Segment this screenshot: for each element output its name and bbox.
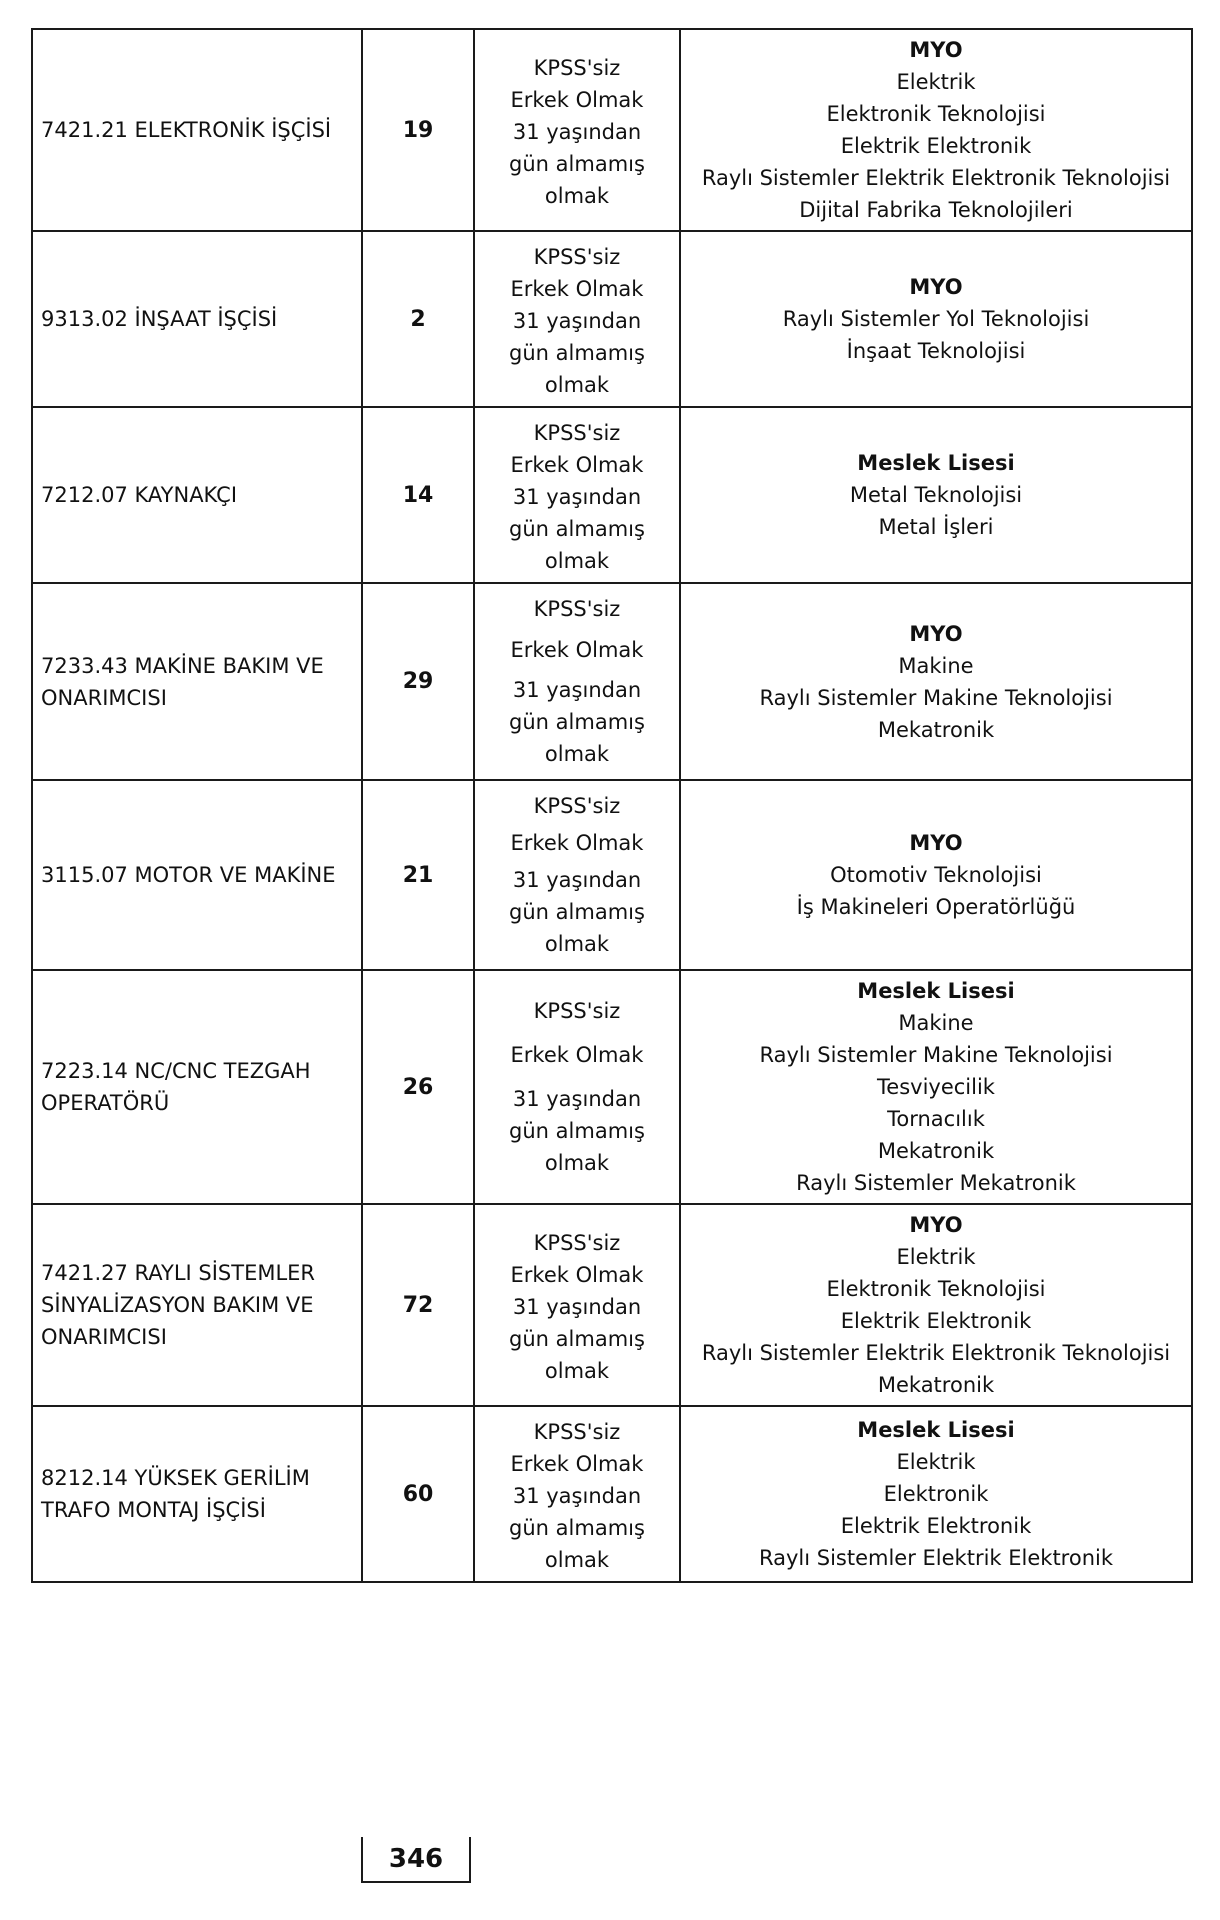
job-title: 7233.43 MAKİNE BAKIM VE ONARIMCISI (32, 583, 362, 780)
job-count: 72 (362, 1204, 474, 1406)
job-table-body (32, 29, 1192, 1582)
job-title: 7421.27 RAYLI SİSTEMLER SİNYALİZASYON BAKIM VE ONARIMCISI (32, 1204, 362, 1406)
job-education (680, 583, 1192, 780)
education-level: Meslek Lisesi (857, 979, 1015, 1003)
requirement-gender: Erkek Olmak (510, 277, 644, 301)
education-program: Raylı Sistemler Yol Teknolojisi (782, 307, 1090, 331)
education-level: Meslek Lisesi (857, 1418, 1015, 1442)
education-level: MYO (909, 275, 963, 299)
requirement-gender: Erkek Olmak (510, 453, 644, 477)
requirement-age: 31 yaşından gün almamış olmak (509, 1295, 645, 1383)
education-program: Elektrik (896, 1245, 976, 1269)
requirement-age: 31 yaşından gün almamış olmak (509, 485, 645, 573)
education-programs (687, 1446, 1185, 1574)
education-program: Raylı Sistemler Makine Teknolojisi (759, 1043, 1113, 1067)
requirement-gender: Erkek Olmak (510, 1043, 644, 1067)
table-row (32, 231, 1192, 407)
education-program: Raylı Sistemler Elektrik Elektronik Teknolojisi (701, 1341, 1171, 1365)
requirement-age: 31 yaşından gün almamış olmak (509, 678, 645, 766)
job-count: 60 (362, 1406, 474, 1582)
requirement-age: 31 yaşından gün almamış olmak (509, 120, 645, 208)
job-requirements (474, 1406, 680, 1582)
table-row (32, 583, 1192, 780)
requirement-kpss: KPSS'siz (533, 421, 621, 445)
table-row (32, 407, 1192, 583)
requirement-kpss: KPSS'siz (533, 245, 621, 269)
education-programs (687, 303, 1185, 367)
requirement-gender: Erkek Olmak (510, 831, 644, 855)
job-table (31, 28, 1193, 1583)
education-program: İnşaat Teknolojisi (846, 339, 1026, 363)
education-program: Elektrik Elektronik (840, 1309, 1032, 1333)
education-programs (687, 650, 1185, 746)
job-education (680, 1406, 1192, 1582)
job-requirements (474, 231, 680, 407)
education-program: İş Makineleri Operatörlüğü (796, 895, 1076, 919)
education-program: Tesviyecilik (877, 1075, 995, 1099)
education-program: Raylı Sistemler Makine Teknolojisi (759, 685, 1113, 710)
job-count: 29 (362, 583, 474, 780)
table-row (32, 970, 1192, 1204)
total-count: 346 (361, 1837, 471, 1883)
job-education (680, 970, 1192, 1204)
education-program: Elektrik Elektronik (840, 1514, 1032, 1538)
education-level: MYO (909, 38, 963, 62)
requirement-age: 31 yaşından gün almamış olmak (509, 1087, 645, 1175)
job-count: 21 (362, 780, 474, 970)
education-program: Raylı Sistemler Elektrik Elektronik Teknolojisi (701, 166, 1171, 190)
table-row (32, 1204, 1192, 1406)
education-level: MYO (909, 1213, 963, 1237)
job-title: 7223.14 NC/CNC TEZGAH OPERATÖRÜ (32, 970, 362, 1204)
education-program: Elektronik Teknolojisi (826, 1277, 1046, 1301)
job-count: 19 (362, 29, 474, 231)
requirement-gender: Erkek Olmak (510, 1452, 644, 1476)
education-program: Otomotiv Teknolojisi (830, 863, 1042, 887)
job-title: 7421.21 ELEKTRONİK İŞÇİSİ (32, 29, 362, 231)
job-title: 3115.07 MOTOR VE MAKİNE (32, 780, 362, 970)
requirement-kpss: KPSS'siz (533, 1231, 621, 1255)
job-requirements (474, 970, 680, 1204)
requirement-age: 31 yaşından gün almamış olmak (509, 868, 645, 956)
education-program: Makine (898, 1011, 974, 1035)
education-program: Mekatronik (877, 717, 995, 742)
job-education (680, 407, 1192, 583)
requirement-kpss: KPSS'siz (533, 1420, 621, 1444)
job-education (680, 29, 1192, 231)
education-programs (687, 66, 1185, 226)
education-programs (687, 1241, 1185, 1401)
education-program: Metal İşleri (878, 515, 994, 539)
table-row (32, 29, 1192, 231)
job-table-sheet (31, 28, 1191, 1583)
requirement-kpss: KPSS'siz (533, 999, 621, 1023)
requirement-kpss: KPSS'siz (533, 794, 621, 818)
requirement-kpss: KPSS'siz (533, 56, 621, 80)
job-title: 9313.02 İNŞAAT İŞÇİSİ (32, 231, 362, 407)
job-requirements (474, 1204, 680, 1406)
education-program: Elektronik Teknolojisi (826, 102, 1046, 126)
education-program: Mekatronik (877, 1139, 995, 1163)
requirement-age: 31 yaşından gün almamış olmak (509, 309, 645, 397)
requirement-age: 31 yaşından gün almamış olmak (509, 1484, 645, 1572)
job-education (680, 1204, 1192, 1406)
job-count: 2 (362, 231, 474, 407)
education-level: Meslek Lisesi (857, 451, 1015, 475)
education-program: Raylı Sistemler Elektrik Elektronik (758, 1546, 1114, 1570)
education-programs (687, 1007, 1185, 1199)
education-program: Dijital Fabrika Teknolojileri (799, 198, 1073, 222)
job-education (680, 231, 1192, 407)
education-program: Raylı Sistemler Mekatronik (796, 1171, 1076, 1195)
job-requirements (474, 583, 680, 780)
education-program: Elektrik Elektronik (840, 134, 1032, 158)
job-count: 26 (362, 970, 474, 1204)
education-level: MYO (909, 621, 963, 646)
education-program: Elektrik (896, 1450, 976, 1474)
table-row (32, 780, 1192, 970)
job-requirements (474, 407, 680, 583)
education-program: Elektrik (896, 70, 976, 94)
education-program: Mekatronik (877, 1373, 995, 1397)
education-programs (687, 859, 1185, 923)
requirement-gender: Erkek Olmak (510, 88, 644, 112)
job-requirements (474, 780, 680, 970)
job-count: 14 (362, 407, 474, 583)
education-programs (687, 479, 1185, 543)
education-program: Metal Teknolojisi (849, 483, 1023, 507)
education-program: Makine (898, 653, 974, 678)
job-education (680, 780, 1192, 970)
job-title: 7212.07 KAYNAKÇI (32, 407, 362, 583)
requirement-kpss: KPSS'siz (533, 597, 621, 621)
table-row (32, 1406, 1192, 1582)
requirement-gender: Erkek Olmak (510, 637, 644, 662)
requirement-gender: Erkek Olmak (510, 1263, 644, 1287)
education-program: Tornacılık (887, 1107, 985, 1131)
job-title: 8212.14 YÜKSEK GERİLİM TRAFO MONTAJ İŞÇİSİ (32, 1406, 362, 1582)
education-level: MYO (909, 831, 963, 855)
job-requirements (474, 29, 680, 231)
education-program: Elektronik (883, 1482, 989, 1506)
